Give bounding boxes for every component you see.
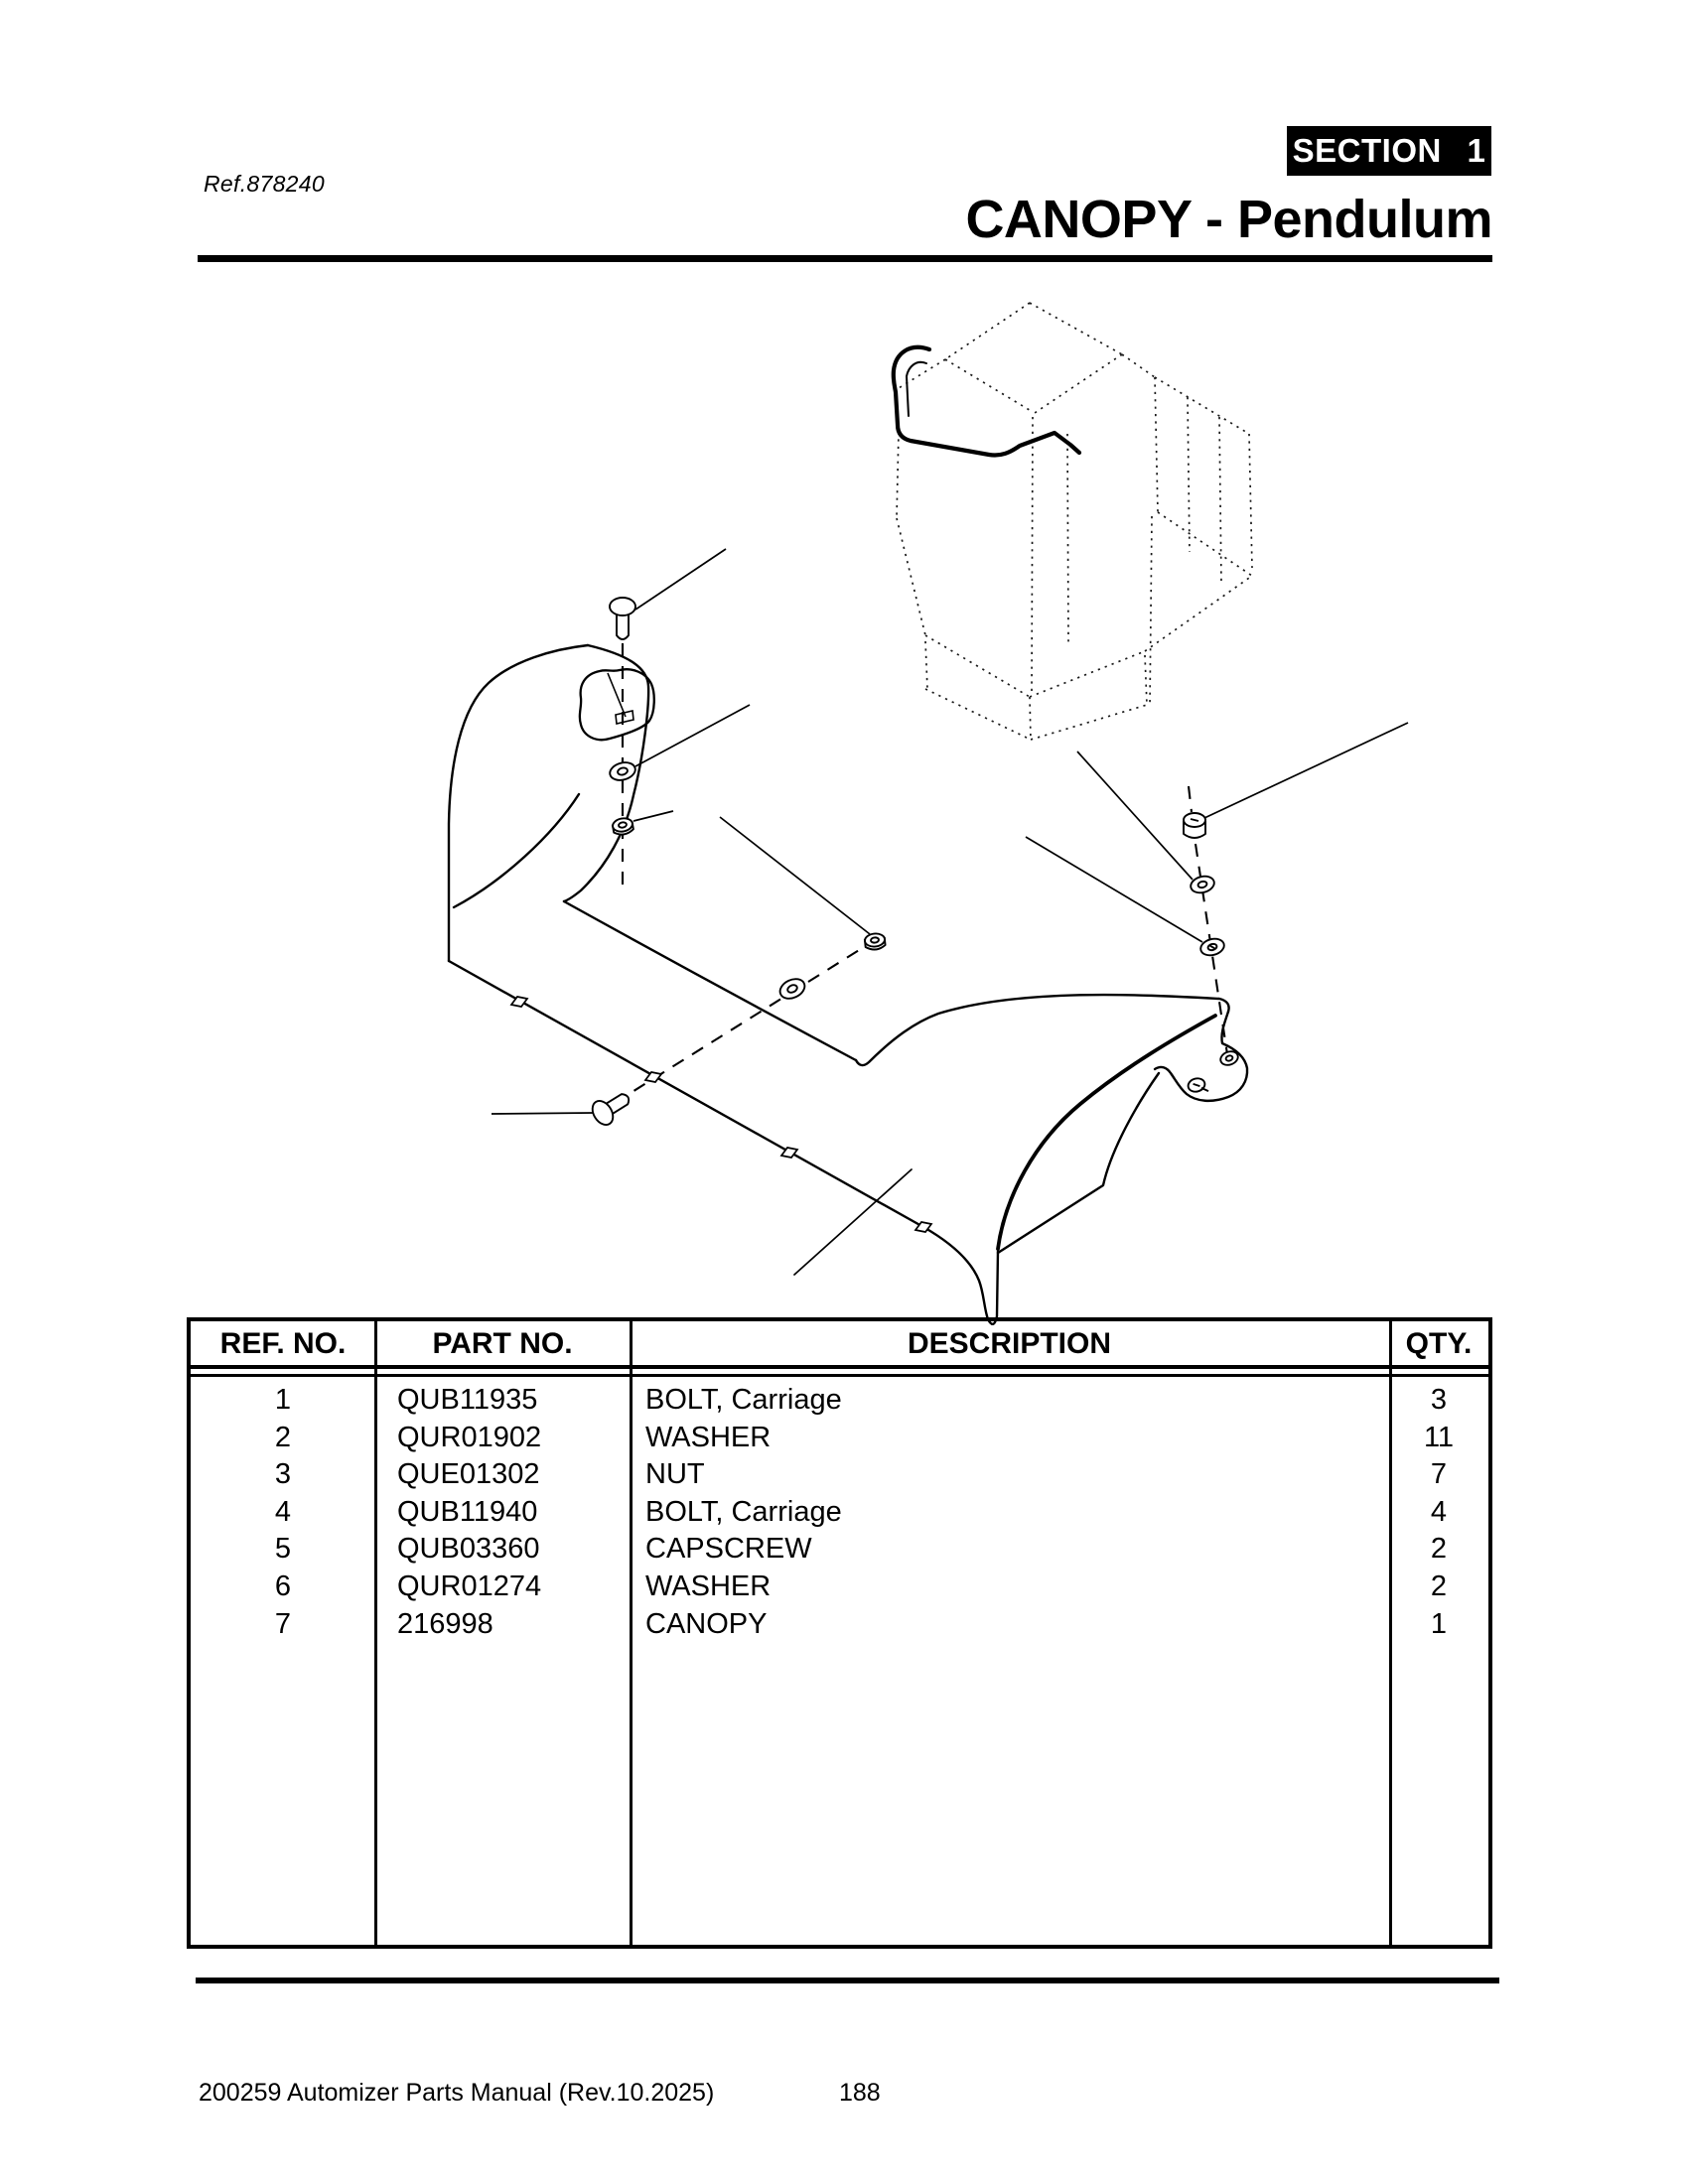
- column-header: PART NO.: [432, 1327, 573, 1360]
- table-row: [191, 1569, 1488, 1606]
- cell-ref: 5: [274, 1533, 292, 1566]
- parts-table-rows: [191, 1382, 1488, 1643]
- parts-table: [187, 1317, 1492, 1949]
- tab-screw-icon: [1187, 1076, 1208, 1096]
- manual-title-footer: 200259 Automizer Parts Manual (Rev.10.2025): [199, 2079, 715, 2107]
- cell-qty: 11: [1423, 1421, 1455, 1453]
- cell-qty: 3: [1430, 1384, 1448, 1416]
- nut-icon: [864, 932, 886, 950]
- cell-qty: 2: [1430, 1533, 1448, 1566]
- cell-part: QUR01274: [397, 1570, 542, 1602]
- cell-part: QUB11940: [397, 1495, 538, 1528]
- cell-desc: WASHER: [645, 1421, 772, 1453]
- page-number: 188: [839, 2079, 881, 2107]
- cell-desc: NUT: [645, 1458, 705, 1491]
- cell-ref: 2: [274, 1421, 292, 1453]
- page-title: CANOPY - Pendulum: [965, 190, 1492, 249]
- table-row: [191, 1456, 1488, 1494]
- cell-ref: 6: [274, 1570, 292, 1602]
- canopy-cutout-hole: [580, 669, 654, 740]
- washer-icon: [1198, 936, 1225, 958]
- machine-ghost-outline-icon: [897, 303, 1252, 740]
- cell-desc: CANOPY: [645, 1607, 768, 1640]
- washer-icon: [776, 975, 807, 1002]
- washer-icon: [608, 759, 637, 782]
- assembly-axis-dashed-lines: [615, 643, 1227, 1103]
- canopy-location-highlight: [894, 347, 1079, 456]
- header-rule: [198, 255, 1492, 262]
- washer-icon: [1189, 874, 1215, 895]
- carriage-bolt-icon: [610, 598, 635, 639]
- nut-icon: [612, 817, 633, 836]
- cell-qty: 7: [1430, 1458, 1448, 1491]
- column-header: QTY.: [1405, 1327, 1473, 1360]
- cell-part: QUB03360: [397, 1533, 540, 1566]
- cell-ref: 4: [274, 1495, 292, 1528]
- canopy-panel-outline: [449, 645, 1247, 1324]
- parts-table-header-row: [191, 1321, 1488, 1365]
- cell-desc: WASHER: [645, 1570, 772, 1602]
- break-line: [794, 1169, 912, 1275]
- cell-qty: 4: [1430, 1495, 1448, 1528]
- cell-qty: 2: [1430, 1570, 1448, 1602]
- table-row: [191, 1531, 1488, 1569]
- table-row: [191, 1382, 1488, 1420]
- cell-part: QUE01302: [397, 1458, 540, 1491]
- footer-rule: [196, 1978, 1499, 1983]
- header-divider-rule: [191, 1374, 1488, 1377]
- cell-part: QUR01902: [397, 1421, 542, 1453]
- cell-ref: 1: [274, 1384, 292, 1416]
- cell-qty: 1: [1430, 1607, 1448, 1640]
- cell-ref: 3: [274, 1458, 292, 1491]
- cell-desc: CAPSCREW: [645, 1533, 812, 1566]
- exploded-view-drawing: [238, 268, 1470, 1350]
- cell-desc: BOLT, Carriage: [645, 1384, 842, 1416]
- column-header: DESCRIPTION: [907, 1327, 1112, 1360]
- cell-desc: BOLT, Carriage: [645, 1495, 842, 1528]
- table-row: [191, 1606, 1488, 1644]
- reference-number: Ref.878240: [204, 171, 325, 197]
- cell-part: 216998: [397, 1607, 493, 1640]
- cell-ref: 7: [274, 1607, 292, 1640]
- table-row: [191, 1420, 1488, 1457]
- header-divider-rule: [191, 1365, 1488, 1369]
- carriage-bolt-icon: [588, 1086, 634, 1129]
- table-row: [191, 1494, 1488, 1532]
- section-badge: SECTION 1: [1287, 126, 1491, 176]
- capscrew-icon: [1184, 813, 1205, 838]
- column-header: REF. NO.: [219, 1327, 347, 1360]
- cell-part: QUB11935: [397, 1384, 538, 1416]
